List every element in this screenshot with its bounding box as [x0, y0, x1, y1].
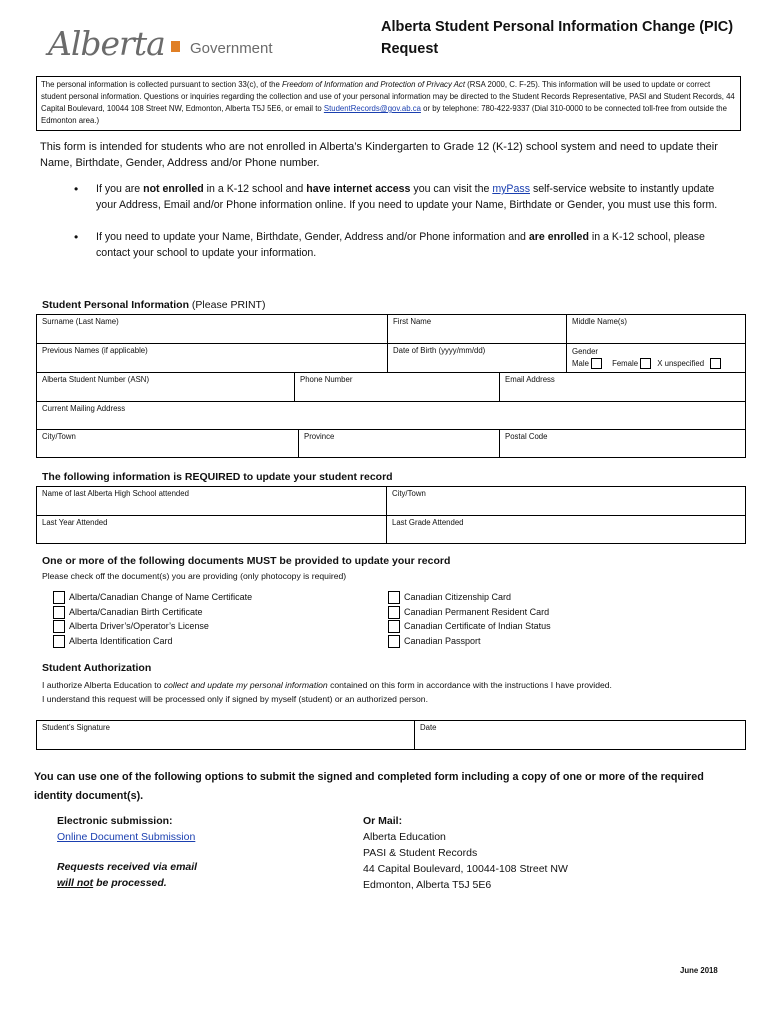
document-item[interactable]: Canadian Passport: [388, 634, 551, 649]
email-address-field[interactable]: Email Address: [500, 373, 745, 402]
gender-label: Gender: [572, 347, 599, 356]
privacy-text-3: or by telephone: 780-422-9337 (Dial 310-0000 to be connected toll-free from outside the Edmonton area.): [41, 104, 727, 125]
gender-field: [567, 344, 745, 373]
email-warning-will-not: will not: [57, 877, 94, 889]
document-checkbox[interactable]: [388, 635, 400, 648]
authorization-heading: Student Authorization: [42, 662, 152, 674]
school-city-field[interactable]: City/Town: [387, 487, 745, 516]
mail-submission-section: [363, 813, 693, 893]
mail-heading: Or Mail:: [363, 815, 403, 827]
middle-name-field[interactable]: Middle Name(s): [567, 315, 745, 344]
mailing-address-field[interactable]: Current Mailing Address: [37, 402, 745, 430]
gender-female-label: Female: [612, 359, 639, 368]
gender-x-checkbox[interactable]: [710, 358, 721, 369]
form-revision-date: June 2018: [680, 966, 718, 975]
logo-orange-square-icon: [171, 41, 180, 52]
asn-field[interactable]: Alberta Student Number (ASN): [37, 373, 295, 402]
document-item[interactable]: Canadian Certificate of Indian Status: [388, 619, 551, 634]
document-item[interactable]: Alberta Driver’s/Operator’s License: [53, 619, 252, 634]
document-checkbox[interactable]: [53, 606, 65, 619]
documents-subtitle: Please check off the document(s) you are providing (only photocopy is required): [42, 571, 347, 581]
document-item[interactable]: Canadian Citizenship Card: [388, 590, 551, 605]
phone-number-field[interactable]: Phone Number: [295, 373, 500, 402]
province-field[interactable]: Province: [299, 430, 500, 457]
online-document-submission-link[interactable]: Online Document Submission: [57, 831, 196, 843]
documents-list-left: [53, 590, 252, 649]
form-title: Alberta Student Personal Information Change (PIC) Request: [381, 19, 734, 57]
document-checkbox[interactable]: [53, 635, 65, 648]
privacy-text-2: (RSA 2000, C. F-25). This information will be used to update or correct student personal information. Questions or inquiries regarding the collection and use of your personal information may be directed to the Student Records Representative, PASI and Student Records, 44 Capital Boulevard, 10044 108 Street NW, Edmonton, Alberta T5J 5E6, or email to: [41, 80, 735, 113]
gender-female-checkbox[interactable]: [640, 358, 651, 369]
date-of-birth-field[interactable]: Date of Birth (yyyy/mm/dd): [388, 344, 567, 373]
intro-paragraph: This form is intended for students who are not enrolled in Alberta’s Kindergarten to Grade 12 (K-12) school system and need to update their Name, Birthdate, Gender, Address and/or Phone number.: [40, 141, 718, 169]
student-info-heading: Student Personal Information (Please PRINT): [42, 299, 266, 311]
gender-male-checkbox[interactable]: [591, 358, 602, 369]
gender-male-label: Male: [572, 359, 589, 368]
city-town-field[interactable]: City/Town: [37, 430, 299, 457]
instruction-list: [74, 181, 734, 277]
alberta-government-logo: [48, 24, 288, 64]
document-checkbox[interactable]: [388, 606, 400, 619]
submission-instructions: You can use one of the following options to submit the signed and completed form including a copy of one or more of the required identity document(s).: [34, 771, 704, 802]
email-warning-line2: be processed.: [93, 877, 167, 889]
document-checkbox[interactable]: [388, 620, 400, 633]
documents-heading: One or more of the following documents MUST be provided to update your record: [42, 555, 451, 567]
gender-x-label: X unspecified: [657, 359, 705, 368]
electronic-submission-heading: Electronic submission:: [57, 815, 173, 827]
document-item[interactable]: Alberta/Canadian Birth Certificate: [53, 605, 252, 620]
first-name-field[interactable]: First Name: [388, 315, 567, 344]
mail-address-line: PASI & Student Records: [363, 847, 478, 859]
document-checkbox[interactable]: [53, 620, 65, 633]
instruction-item-not-enrolled: • If you are not enrolled in a K-12 school and have internet access you can visit the myPass self-service website to instantly update your Address, Email and/or Phone information online. If you need to update your Name, Birthdate or Gender, you must use this form.: [74, 181, 734, 213]
last-year-attended-field[interactable]: Last Year Attended: [37, 516, 387, 543]
email-warning-line1: Requests received via email: [57, 861, 198, 873]
mail-address-line: Edmonton, Alberta T5J 5E6: [363, 879, 492, 891]
signature-table: [36, 720, 746, 750]
authorization-text: I authorize Alberta Education to collect and update my personal information contained on this form in accordance with the instructions I have provided. I understand this request will be processed only if signed by myself (student) or an authorized person.: [42, 680, 612, 704]
document-checkbox[interactable]: [388, 591, 400, 604]
privacy-act-name: Freedom of Information and Protection of Privacy Act: [281, 80, 465, 89]
instruction-item-enrolled: • If you need to update your Name, Birthdate, Gender, Address and/or Phone information and are enrolled in a K-12 school, please contact your school to update your information.: [74, 229, 734, 261]
required-info-heading: The following information is REQUIRED to update your student record: [42, 471, 393, 483]
privacy-text-1: The personal information is collected pursuant to section 33(c), of the: [41, 80, 282, 89]
privacy-notice: [36, 76, 741, 131]
electronic-submission-section: [57, 813, 337, 891]
mail-address-line: Alberta Education: [363, 831, 446, 843]
postal-code-field[interactable]: Postal Code: [505, 432, 548, 441]
signature-date-field[interactable]: Date: [420, 723, 437, 732]
student-info-table: [36, 314, 746, 458]
surname-field[interactable]: Surname (Last Name): [37, 315, 388, 344]
mypass-link[interactable]: myPass: [492, 183, 530, 195]
logo-wordmark: Alberta: [48, 24, 165, 63]
document-checkbox[interactable]: [53, 591, 65, 604]
document-item[interactable]: Canadian Permanent Resident Card: [388, 605, 551, 620]
last-high-school-field[interactable]: Name of last Alberta High School attended: [37, 487, 387, 516]
student-records-email-link[interactable]: StudentRecords@gov.ab.ca: [323, 104, 421, 113]
mail-address-line: 44 Capital Boulevard, 10044-108 Street NW: [363, 863, 568, 875]
document-item[interactable]: Alberta/Canadian Change of Name Certificate: [53, 590, 252, 605]
documents-list-right: [388, 590, 551, 649]
document-item[interactable]: Alberta Identification Card: [53, 634, 252, 649]
previous-names-field[interactable]: Previous Names (if applicable): [37, 344, 388, 373]
student-signature-field[interactable]: Student’s Signature: [37, 721, 415, 749]
logo-government-text: Government: [190, 40, 273, 57]
required-info-table: [36, 486, 746, 544]
last-grade-attended-field[interactable]: Last Grade Attended: [392, 518, 464, 527]
